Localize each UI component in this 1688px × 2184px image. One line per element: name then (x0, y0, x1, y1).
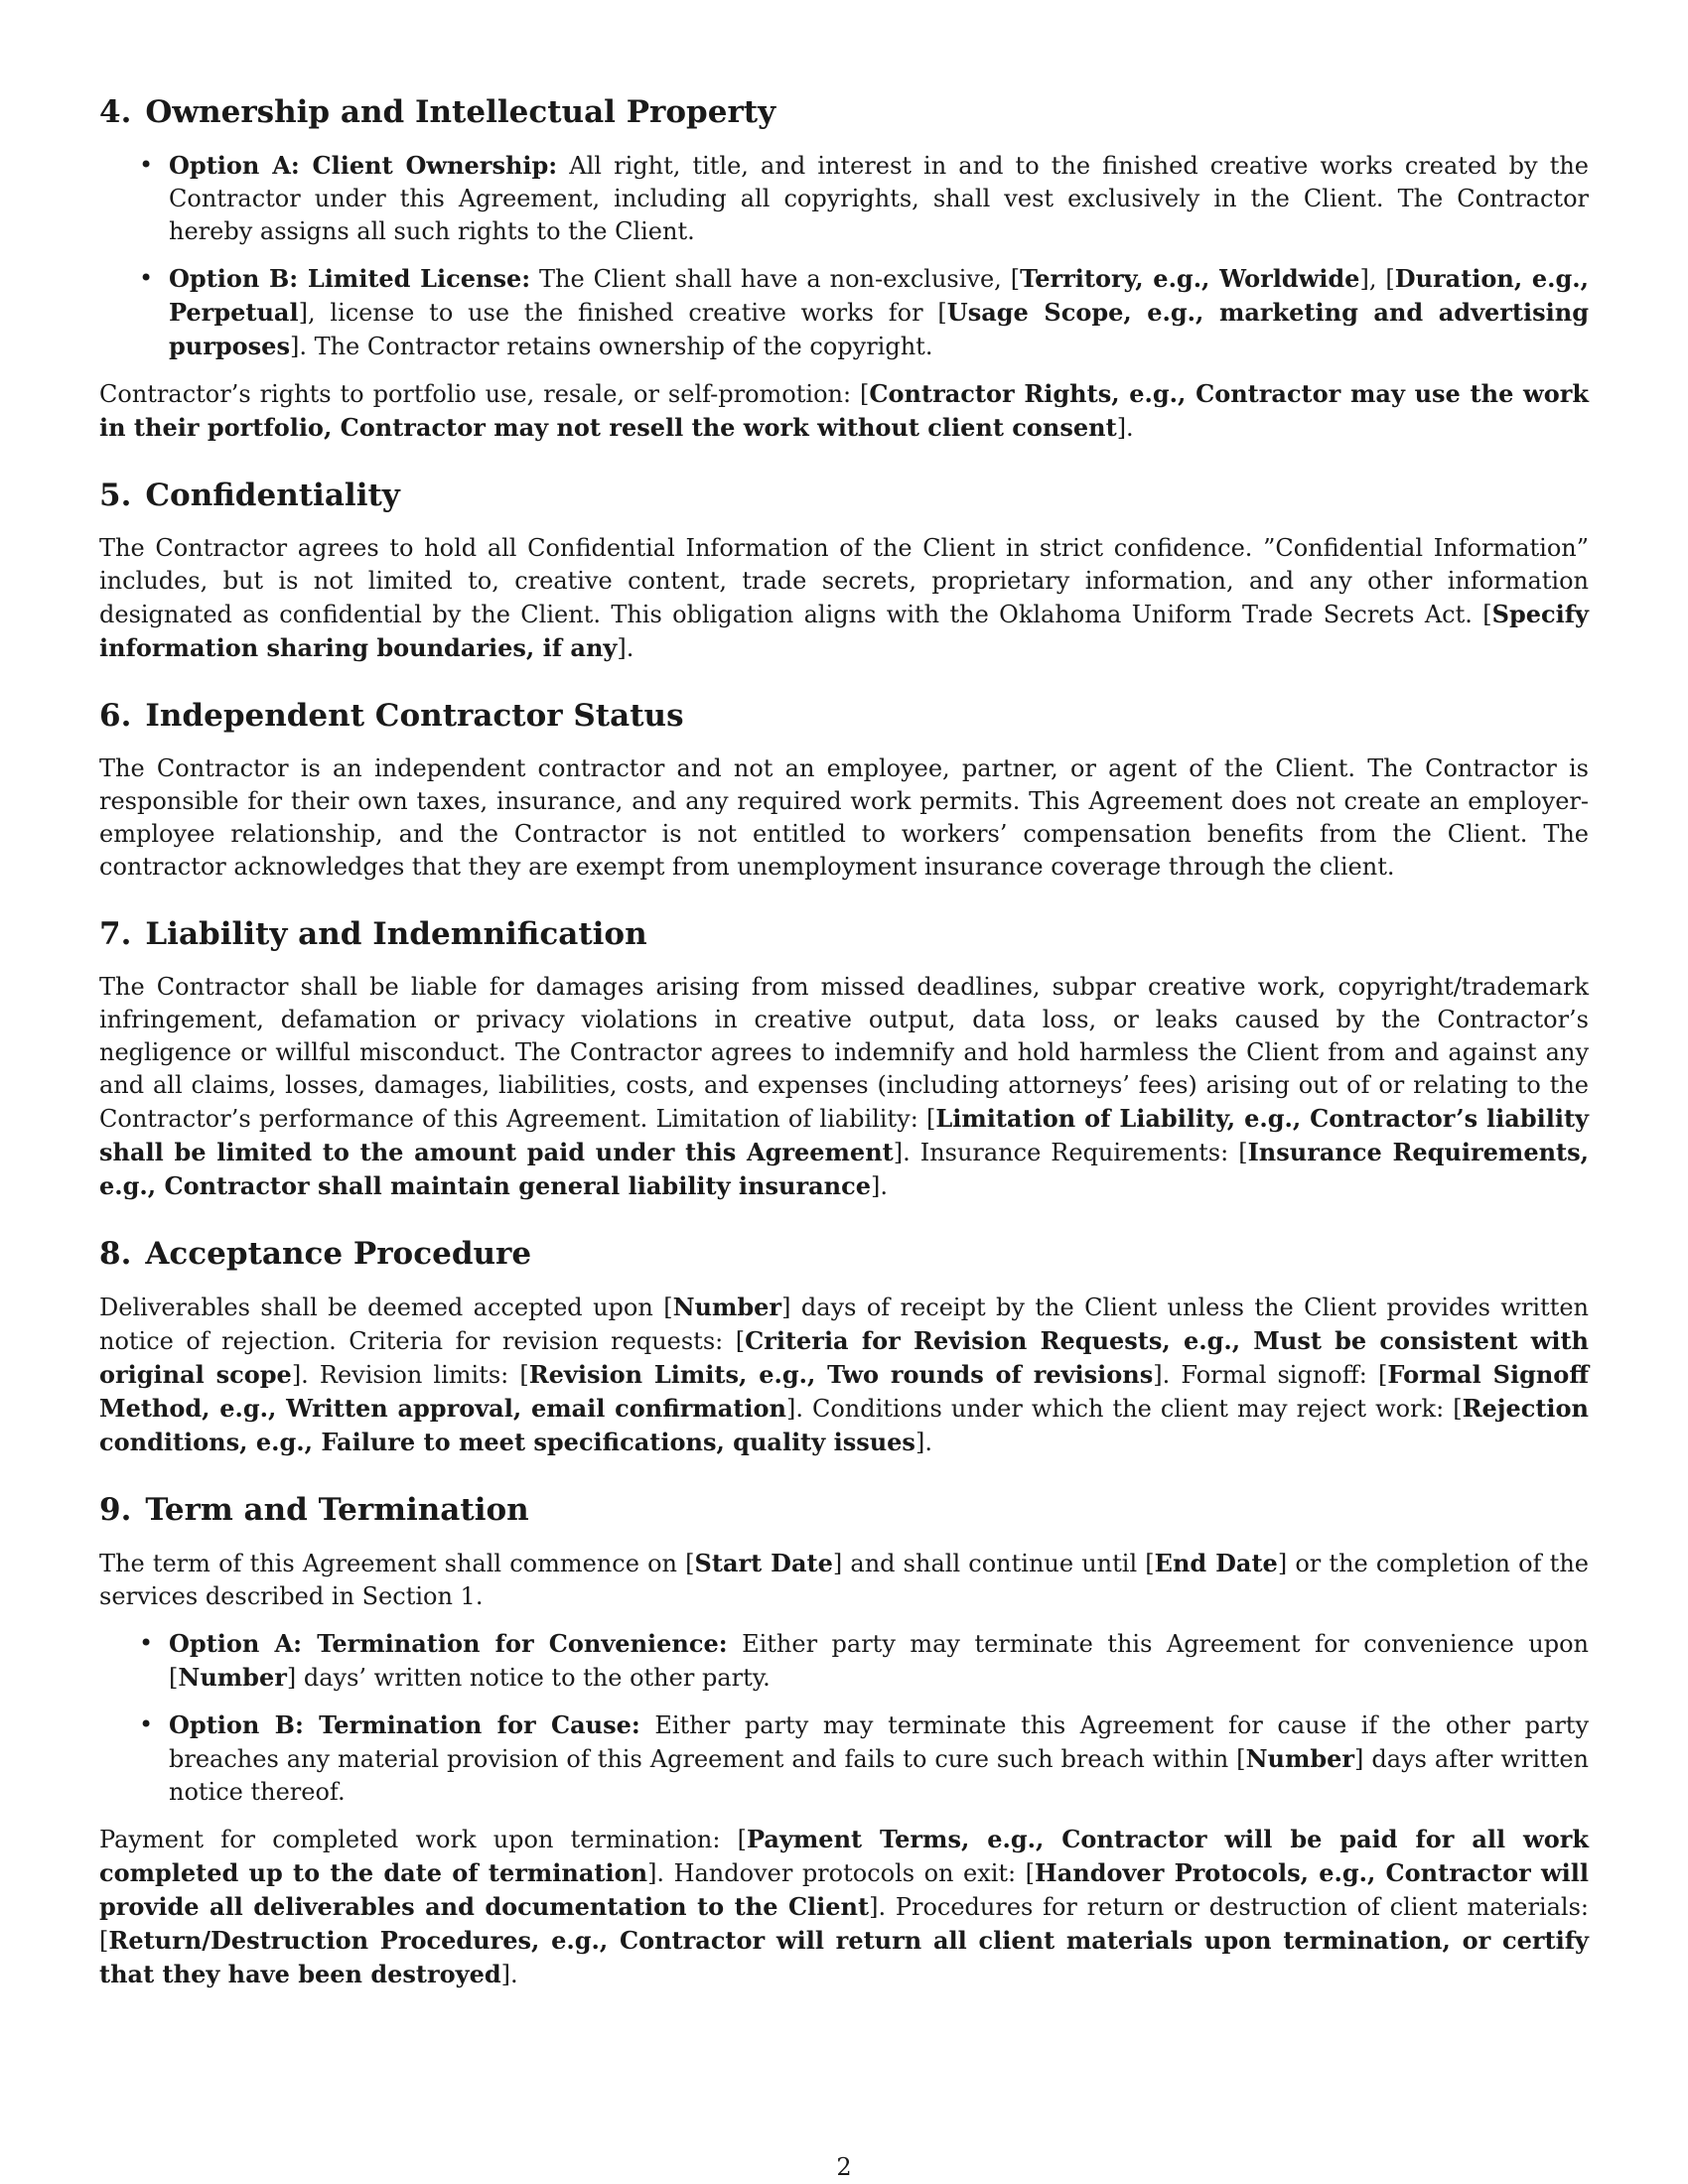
section-heading: 8. Acceptance Procedure (99, 1236, 532, 1272)
confidentiality-paragraph: The Contractor agrees to hold all Confidential Information of the Client in strict confidence. ”Confidential Information” includes, but is not limited to, creative content, trade secrets, proprietary information, and any other information designated as confidential by the Client. This obligation aligns with the Oklahoma Uniform Trade Secrets Act. [Specify information sharing boundaries, if any]. (99, 534, 1589, 662)
document-page (99, 91, 1589, 2021)
options-list (99, 149, 1589, 363)
section-heading: 4. Ownership and Intellectual Property (99, 94, 776, 130)
section-heading: 9. Term and Termination (99, 1492, 529, 1528)
section-contractor-status (99, 695, 1589, 884)
acceptance-paragraph: Deliverables shall be deemed accepted upon [Number] days of receipt by the Client unless the Client provides written notice of rejection. Criteria for revision requests: [Criteria for Revision Requests, e.g., Must be consistent with original scope]. Revision limits: [Revision Limits, e.g., Two rounds of revisions]. Formal signoff: [Formal Signoff Method, e.g., Written approval, email confirmation]. Conditions under which the client may reject work: [Rejection conditions, e.g., Failure to meet specifications, quality issues]. (99, 1293, 1590, 1456)
section-heading: 6. Independent Contractor Status (99, 698, 684, 734)
contractor-status-paragraph: The Contractor is an independent contractor and not an employee, partner, or agent of the Client. The Contractor is responsible for their own taxes, insurance, and any required work permits. This Agreement does not create an employer-employee relationship, and the Contractor is not entitled to workers’ compensation benefits from the Client. The contractor acknowledges that they are exempt from unemployment insurance coverage through the client. (99, 754, 1589, 881)
section-ownership (99, 91, 1589, 445)
liability-paragraph: The Contractor shall be liable for damages arising from missed deadlines, subpar creative work, copyright/trademark infringement, defamation or privacy violations in creative output, data loss, or leaks caused by the Contractor’s negligence or willful misconduct. The Contractor agrees to indemnify and hold harmless the Client from and against any and all claims, losses, damages, liabilities, costs, and expenses (including attorneys’ fees) arising out of or relating to the Contractor’s performance of this Agreement. Limitation of liability: [Limitation of Liability, e.g., Contractor’s liability shall be limited to the amount paid under this Agreement]. Insurance Requirements: [Insurance Requirements, e.g., Contractor shall maintain general liability insurance]. (99, 973, 1589, 1200)
termination-closing-paragraph: Payment for completed work upon termination: [Payment Terms, e.g., Contractor will be paid for all work completed up to the date of termination]. Handover protocols on exit: [Handover Protocols, e.g., Contractor will provide all deliverables and documentation to the Client]. Procedures for return or destruction of client materials: [Return/Destruction Procedures, e.g., Contractor will return all client materials upon termination, or certify that they have been destroyed]. (99, 1825, 1589, 1988)
section-heading: 7. Liability and Indemnification (99, 916, 647, 952)
section-acceptance (99, 1233, 1589, 1459)
bullet-icon: • (139, 1629, 154, 1657)
term-paragraph: The term of this Agreement shall commence on [Start Date] and shall continue until [End Date] or the completion of the services described in Section 1. (99, 1549, 1589, 1610)
termination-options-list (99, 1627, 1589, 1809)
list-item-option-b: • Option B: Limited License: The Client shall have a non-exclusive, [Territory, e.g., Worldwide], [Duration, e.g., Perpetual], license to use the finished creative works for [Usage Scope, e.g., marketing and advertising purposes]. The Contractor retains ownership of the copyright. (139, 264, 1589, 360)
section-confidentiality (99, 475, 1589, 665)
bullet-icon: • (139, 1710, 154, 1738)
section-heading: 5. Confidentiality (99, 478, 400, 513)
list-item-termination-cause: • Option B: Termination for Cause: Either party may terminate this Agreement for cause if the other party breaches any material provision of this Agreement and fails to cure such breach within [Number] days after written notice thereof. (139, 1710, 1590, 1806)
contractor-rights-paragraph: Contractor’s rights to portfolio use, resale, or self-promotion: [Contractor Rights, e.g., Contractor may use the work in their portfolio, Contractor may not resell the work without client consent]. (99, 379, 1589, 442)
list-item-termination-convenience: • Option A: Termination for Convenience: Either party may terminate this Agreement for convenience upon [Number] days’ written notice to the other party. (139, 1629, 1590, 1692)
section-termination (99, 1489, 1589, 1991)
list-item-option-a: • Option A: Client Ownership: All right, title, and interest in and to the finished creative works created by the Contractor under this Agreement, including all copyrights, shall vest exclusively in the Client. The Contractor hereby assigns all such rights to the Client. (139, 151, 1589, 245)
section-liability (99, 913, 1589, 1203)
page-number: 2 (836, 2153, 852, 2181)
bullet-icon: • (139, 264, 154, 292)
bullet-icon: • (139, 151, 154, 179)
